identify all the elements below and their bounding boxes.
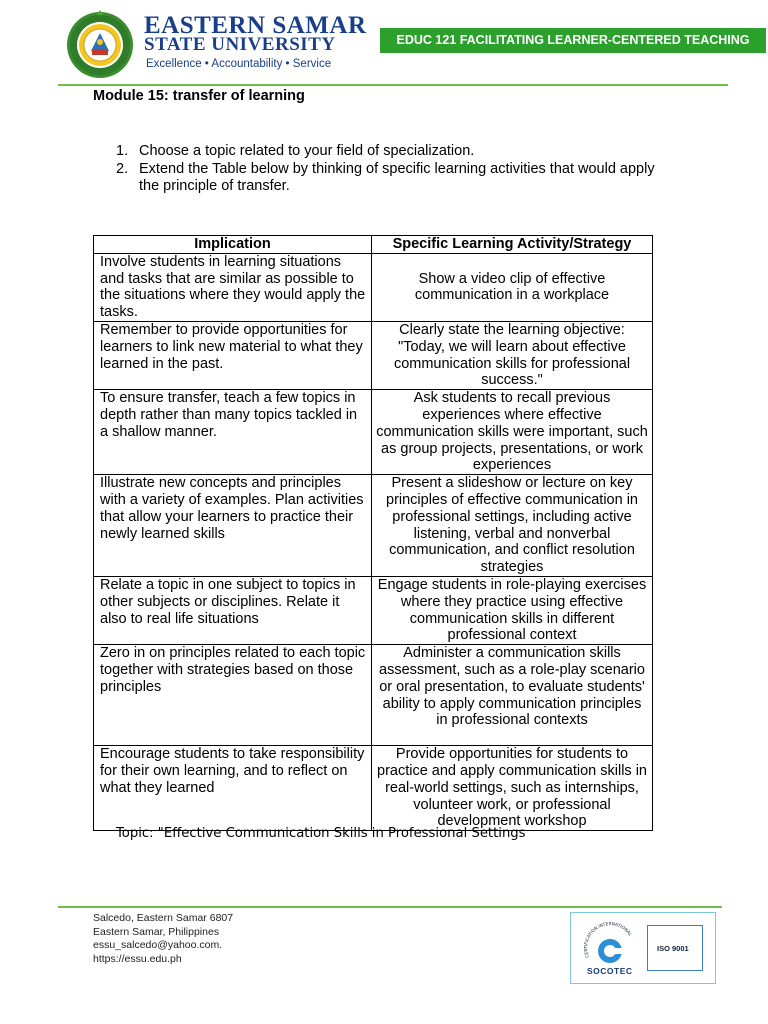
university-motto: Excellence • Accountability • Service: [146, 58, 332, 70]
iso-standard: ISO 9001: [657, 944, 689, 953]
university-seal-icon: [62, 10, 138, 80]
table-row: [94, 390, 653, 475]
implication-cell: Involve students in learning situations and tasks that are similar as possible to the situations where they would apply the tasks.: [94, 253, 372, 321]
table-row: [94, 253, 653, 321]
header-implication: Implication: [94, 236, 372, 254]
header-divider: [58, 84, 728, 86]
transfer-table-container: [93, 235, 652, 831]
module-title: Module 15: transfer of learning: [93, 88, 305, 104]
socotec-brand: SOCOTEC: [587, 966, 633, 976]
instructions-list: [116, 143, 676, 196]
implication-cell: Zero in on principles related to each topic together with strategies based on those principles: [94, 645, 372, 746]
instruction-item: [116, 143, 676, 161]
topic-line: Topic: "Effective Communication Skills in Professional Settings: [116, 826, 526, 841]
implication-cell: Encourage students to take responsibility for their own learning, and to reflect on what they learned: [94, 746, 372, 831]
instruction-item: [116, 161, 676, 196]
cert-arc-text: CERTIFICATION INTERNATIONAL: [584, 922, 633, 959]
transfer-table: [93, 235, 653, 831]
activity-cell: Provide opportunities for students to practice and apply communication skills in real-world settings, such as internships, volunteer work, or professional development workshop: [372, 746, 653, 831]
table-row: [94, 746, 653, 831]
activity-cell: Clearly state the learning objective: "Today, we will learn about effective communication skills for professional success.": [372, 321, 653, 389]
address-line: Salcedo, Eastern Samar 6807: [93, 912, 234, 924]
footer-address: [93, 912, 233, 966]
iso-certification-badge: [570, 912, 716, 984]
address-line: Eastern Samar, Philippines: [93, 925, 220, 938]
university-name-line2: STATE UNIVERSITY: [144, 34, 336, 55]
instruction-number: 2.: [116, 160, 129, 177]
instruction-number: 1.: [116, 143, 129, 159]
implication-cell: Relate a topic in one subject to topics in other subjects or disciplines. Relate it also to real life situations: [94, 576, 372, 644]
table-row: [94, 321, 653, 389]
footer-divider: [58, 906, 722, 908]
instruction-text: Extend the Table below by thinking of specific learning activities that would apply the principle of transfer.: [139, 160, 655, 194]
implication-cell: To ensure transfer, teach a few topics in depth rather than many topics tackled in a shallow manner.: [94, 390, 372, 475]
table-header-row: [94, 236, 653, 254]
instruction-text: Choose a topic related to your field of specialization.: [139, 143, 475, 159]
activity-cell: Administer a communication skills assessment, such as a role-play scenario or oral presentation, to evaluate students' ability to apply communication principles in professional contexts: [372, 645, 653, 746]
activity-cell: Ask students to recall previous experiences where effective communication skills were important, such as group projects, presentations, or work experiences: [372, 390, 653, 475]
implication-cell: Illustrate new concepts and principles with a variety of examples. Plan activities that allow your learners to practice their newly learned skills: [94, 475, 372, 577]
university-name-line1: EASTERN SAMAR: [144, 12, 367, 39]
website-line: https://essu.edu.ph: [93, 952, 182, 965]
activity-cell: Present a slideshow or lecture on key principles of effective communication in professional settings, including active listening, verbal and nonverbal communication, and conflict resolution strategies: [372, 475, 653, 577]
socotec-certification-icon: [575, 917, 645, 967]
activity-cell: Engage students in role-playing exercises where they practice using effective communication skills in different professional context: [372, 576, 653, 644]
activity-cell: Show a video clip of effective communication in a workplace: [372, 253, 653, 321]
table-row: [94, 475, 653, 577]
implication-cell: Remember to provide opportunities for learners to link new material to what they learned in the past.: [94, 321, 372, 389]
email-line: essu_salcedo@yahoo.com.: [93, 939, 223, 951]
table-row: [94, 645, 653, 746]
course-badge: EDUC 121 FACILITATING LEARNER-CENTERED TEACHING: [380, 28, 766, 53]
header-activity: Specific Learning Activity/Strategy: [372, 236, 653, 254]
table-row: [94, 576, 653, 644]
